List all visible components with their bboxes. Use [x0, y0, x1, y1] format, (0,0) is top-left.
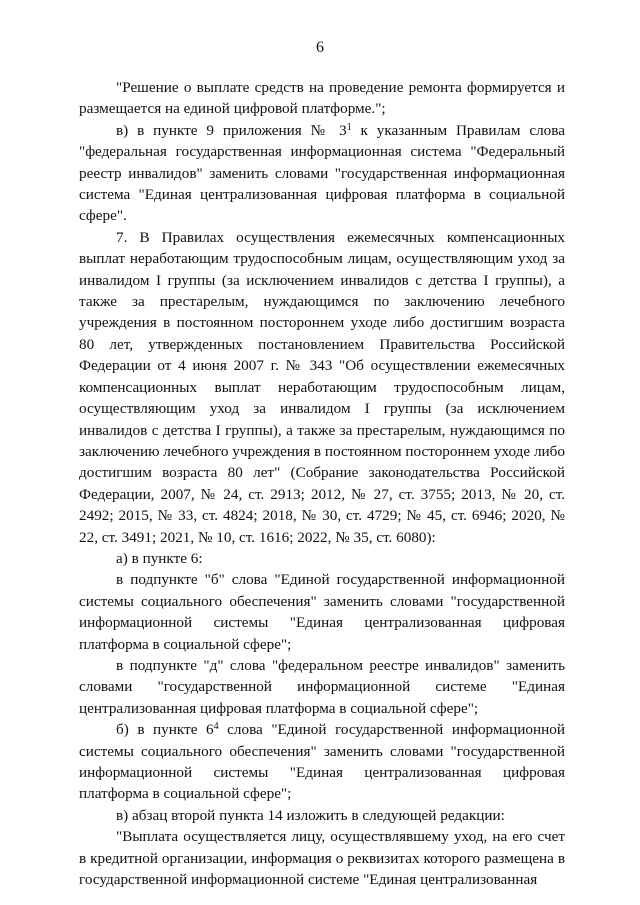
paragraph-item-7: 7. В Правилах осуществления ежемесячных компенсационных выплат неработающим трудоспособным лицам, осуществляющим уход за инвалидом I группы (за исключением инвалидов с детства I группы), а также за престарелым, нуждающимся по заключению лечебного учреждения в постоянном постороннем уходе либо достигшим возраста 80 лет, утвержденных постановлением Правительства Российской Федерации от 4 июня 2007 г. № 343 "Об осуществлении ежемесячных компенсационных выплат неработающим трудоспособным лицам, осуществляющим уход за инвалидом I группы (за исключением инвалидов с детства I группы), а также за престарелым, нуждающимся по заключению лечебного учреждения в постоянном постороннем уходе либо достигшим возраста 80 лет" (Собрание законодательства Российской Федерации, 2007, № 24, ст. 2913; 2012, № 27, ст. 3755; 2013, № 20, ст. 2492; 2015, № 33, ст. 4824; 2018, № 30, ст. 4729; № 45, ст. 6946; 2020, № 22, ст. 3491; 2021, № 10, ст. 1616; 2022, № 35, ст. 6080):: [79, 228, 565, 546]
paragraph-text-part: в) в пункте 9 приложения № 3: [116, 121, 347, 139]
paragraph-repair-decision: "Решение о выплате средств на проведение ремонта формируется и размещается на единой цифровой платформе.";: [79, 79, 565, 118]
superscript: 1: [346, 121, 352, 133]
paragraph-subitem-v: в) абзац второй пункта 14 изложить в следующей редакции:: [116, 806, 505, 824]
paragraph-subitem-b: [79, 719, 565, 805]
paragraph-subitem-a: а) в пункте 6:: [116, 549, 203, 567]
paragraph-text-part: слова "Единой государственной информационной системы социального обеспечения" заменить словами "государственной информационной системы "Единая централизованная цифровая платформа в социальной сфере";: [79, 721, 565, 803]
superscript: 4: [213, 721, 219, 733]
paragraph-text-part: к указанным Правилам слова "федеральная государственная информационная система "Федеральный реестр инвалидов" заменить словами "государственная информационная система "Единая централизованная цифровая платформа в социальной сфере".: [79, 121, 565, 225]
paragraph-subitem-v-appendix: [79, 120, 565, 227]
paragraph-text-part: б) в пункте 6: [116, 721, 214, 739]
paragraph-subclause-b: в подпункте "б" слова "Единой государственной информационной системы социального обеспечения" заменить словами "государственной информационной системы "Единая централизованная цифровая платформа в социальной сфере";: [79, 571, 565, 653]
document-body: [79, 77, 565, 890]
paragraph-subclause-d: в подпункте "д" слова "федеральном реестре инвалидов" заменить словами "государственной информационной системе "Единая централизованная цифровая платформа в социальной сфере";: [79, 656, 565, 717]
page-number: 6: [316, 39, 324, 56]
paragraph-payment-quote: "Выплата осуществляется лицу, осуществлявшему уход, на его счет в кредитной организации, информация о реквизитах которого размещена в государственной информационной системе "Единая централизованная: [79, 828, 565, 889]
